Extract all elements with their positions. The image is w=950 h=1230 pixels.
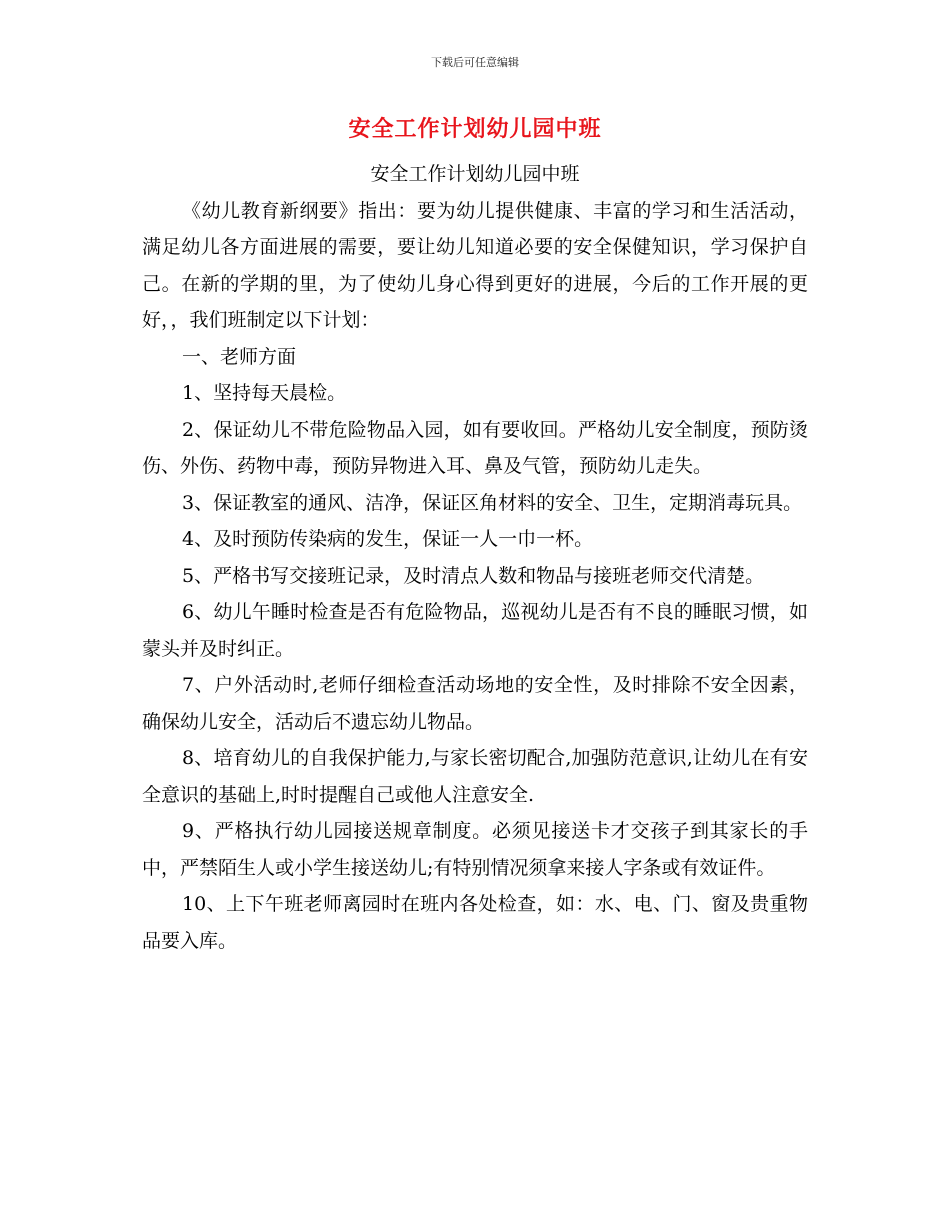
list-item: 3、保证教室的通风、洁净，保证区角材料的安全、卫生，定期消毒玩具。 — [182, 491, 803, 514]
list-item: 1、坚持每天晨检。 — [182, 382, 347, 404]
list-item: 7、户外活动时,老师仔细检查活动场地的安全性，及时排除不安全因素，确保幼儿安全，活动后不遗忘幼儿物品。 — [142, 674, 808, 733]
list-item: 4、及时预防传染病的发生，保证一人一巾一杯。 — [182, 528, 594, 550]
page-header-note: 下载后可任意编辑 — [431, 56, 519, 69]
list-item: 2、保证幼儿不带危险物品入园，如有要收回。严格幼儿安全制度，预防烫伤、外伤、药物中毒，预防异物进入耳、鼻及气管，预防幼儿走失。 — [142, 418, 808, 477]
intro-paragraph: 《幼儿教育新纲要》指出：要为幼儿提供健康、丰富的学习和生活活动，满足幼儿各方面进展的需要，要让幼儿知道必要的安全保健知识，学习保护自己。在新的学期的里，为了使幼儿身心得到更好的进展，今后的工作开展的更好，，我们班制定以下计划： — [142, 199, 808, 331]
document-body — [142, 156, 808, 959]
list-item: 6、幼儿午睡时检查是否有危险物品，巡视幼儿是否有不良的睡眠习惯，如蒙头并及时纠正。 — [142, 601, 808, 660]
section-heading-teacher: 一、老师方面 — [182, 345, 297, 368]
document-title: 安全工作计划幼儿园中班 — [348, 117, 602, 142]
document-subtitle: 安全工作计划幼儿园中班 — [370, 163, 580, 185]
list-item: 8、培育幼儿的自我保护能力,与家长密切配合,加强防范意识,让幼儿在有安全意识的基础上,时时提醒自己或他人注意安全. — [142, 747, 808, 806]
list-item: 5、严格书写交接班记录，及时清点人数和物品与接班老师交代清楚。 — [182, 564, 765, 587]
list-item: 9、严格执行幼儿园接送规章制度。必须见接送卡才交孩子到其家长的手中，严禁陌生人或小学生接送幼儿;有特别情况须拿来接人字条或有效证件。 — [142, 820, 808, 879]
list-item: 10、上下午班老师离园时在班内各处检查，如：水、电、门、窗及贵重物品要入库。 — [142, 893, 808, 952]
